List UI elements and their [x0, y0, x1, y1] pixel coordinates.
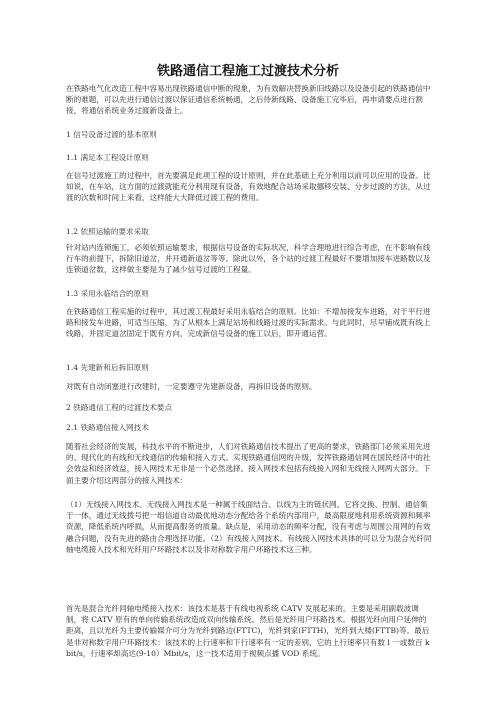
section-heading-2-1: 2.1 铁路通信接入网技术	[66, 423, 149, 432]
section-heading-1-3: 1.3 采用永临结合的原则	[66, 289, 149, 298]
section-heading-2: 2 铁路通信工程的过渡技术要点	[66, 403, 172, 412]
paragraph-2-1-cont: （1）无线接入网技术。无线接入网技术是一种属于线面结合、以线为主的链状网。它将交换、控制、通信集于一体，通过无线拨号把一组信道自动最优地动态分配给各个系统内部用户，最高限度地利用系统资源和频率资源，降低系统内呼损，从而提高服务的质量。缺点是，采用动态的频率分配，没有考虑与周围公用网的有效融合问题，没有先进的路由合理选择功能。（2）有线接入网技术。有线接入网技术具体的可以分为混合光纤同轴电缆接入技术和光纤用户环路技术以及非对称数字用户环路技术这三种。	[66, 500, 432, 554]
document-title: 铁路通信工程施工过渡技术分析	[156, 64, 339, 79]
paragraph-1-1: 在信号过渡施工的过程中，首先要满足此项工程的设计原则，并在此基础上充分利用以前可以应用的设备。比如说，在车站，这方面的过渡就能充分利用现有设备，有效地配合站场采取挪移安装、分步过渡的方法，从过渡的次数和时间上来看，这样能大大降低过渡工程的费用。	[66, 171, 431, 203]
paragraph-2-1-detail: 首先是混合光纤同轴电缆接入技术：该技术是基于有线电视系统 CATV 发展起来的。主要是采用副载波调制，将 CATV 原有的单向传输系统改造成双向传输系统。然后是光纤用户环路技术。根据光纤向用户延伸的距离，且以光纤为主要传输媒介可分为光纤到路边(FTTC)，光纤到家(FTTH)，光纤到大楼(FTTB)等。最后是非对称数字用户环路技术：该技术的上行速率和下行速率有一定的差别，它的上行速率只有数 l 一或数百 kbit/s，行速率却高达(9-10）Mbit/s，这一技术适用于视频点播 VOD 系统。	[66, 604, 430, 658]
paragraph-1-2: 针对站内连锁施工，必须依照运输要求，根据信号设备的实际状况，科学合理地进行综合考虑，在不影响有线行车的前提下，拆除旧道岔，并开通新道岔等等。除此以外，各个站的过渡工程最好不要增加接车进路数以及连锁道岔数，这样做主要是为了减少信号过渡的工程量。	[66, 243, 431, 275]
paragraph-2-1: 随着社会经济的发展，科技水平的不断进步，人们对铁路通信技术提出了更高的要求，铁路部门必须采用先进的、现代化的有线和无线通信的传输和接入方式。实现铁路通信网的升级，发挥铁路通信网在国民经济中的社会效益和经济效益，接入网技术无非是一个必然选择。接入网技术包括有线接入网和无线接入网两大部分。下面主要介绍这两部分的接入网技术：	[66, 442, 431, 485]
section-heading-1: 1 信号设备过渡的基本原则	[66, 130, 157, 139]
paragraph-intro: 在铁路电气化改造工程中容易出现铁路通信中断的现象，为有效解决替换新旧线路以及设备引起的铁路通信中断的难题，可以先进行通信过渡以保证通信系统畅通，之后待新线路、设备施工完毕后，再申请要点进行割接，将通信系统业务过渡新设备上。	[66, 84, 431, 116]
section-heading-1-2: 1.2 依照运输的要求采取	[66, 227, 149, 236]
paragraph-1-4: 对既有自动闭塞进行改建时，一定要遵守先建新设备，再拆旧设备的原则。	[66, 382, 317, 391]
section-heading-1-4: 1.4 先建新和后拆旧原则	[66, 363, 149, 372]
paragraph-1-3: 在铁路通信工程实施的过程中，其过渡工程最好采用永临结合的原则。比如：不增加接发车进路，对于平行进路和接发车进路，可适当压缩，为了从根本上满足站场和线路过渡的实际需求。与此同时，尽早铺成既有线上线路，并固定道岔固定于既有方向，完成新信号设备的施工以后，即开通运营。	[66, 307, 431, 339]
section-heading-1-1: 1.1 满足本工程设计原则	[66, 153, 149, 162]
